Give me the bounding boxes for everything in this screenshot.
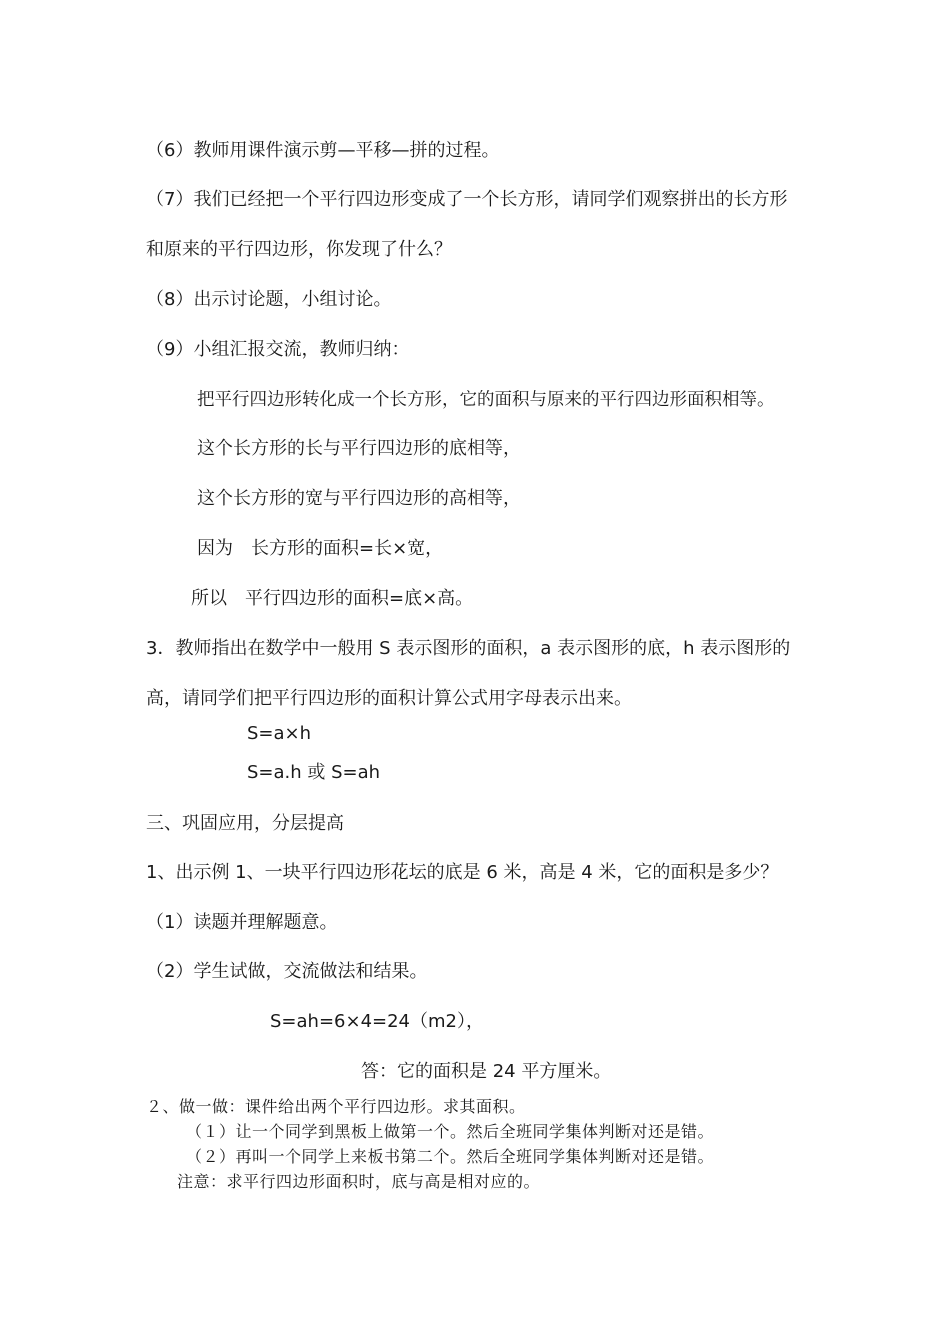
formula-s-ah: S=a.h 或 S=ah	[247, 762, 381, 783]
summary-width: 这个长方形的宽与平行四边形的高相等，	[197, 488, 521, 509]
exercise-2-step-1: （１）让一个同学到黑板上做第一个。然后全班同学集体判断对还是错。	[186, 1122, 715, 1141]
exercise-2-note: 注意：求平行四边形面积时，底与高是相对应的。	[177, 1172, 541, 1191]
step-7-text-line1: （7）我们已经把一个平行四边形变成了一个长方形，请同学们观察拼出的长方形	[146, 189, 788, 210]
therefore-formula: 所以 平行四边形的面积=底×高。	[191, 588, 474, 609]
step-9-text: （9）小组汇报交流，教师归纳：	[146, 339, 410, 360]
point-3-text-line2: 高，请同学们把平行四边形的面积计算公式用字母表示出来。	[146, 688, 632, 709]
section-3-heading: 三、巩固应用，分层提高	[146, 813, 344, 834]
example-calculation: S=ah=6×4=24（m2），	[270, 1011, 484, 1032]
example-1-text: 1、出示例 1、一块平行四边形花坛的底是 6 米，高是 4 米，它的面积是多少？	[146, 862, 779, 883]
step-8-text: （8）出示讨论题，小组讨论。	[146, 289, 392, 310]
summary-conversion: 把平行四边形转化成一个长方形，它的面积与原来的平行四边形面积相等。	[197, 390, 775, 410]
exercise-2-step-2: （２）再叫一个同学上来板书第二个。然后全班同学集体判断对还是错。	[186, 1147, 715, 1166]
step-6-text: （6）教师用课件演示剪—平移—拼的过程。	[146, 140, 500, 161]
example-step-2: （2）学生试做，交流做法和结果。	[146, 961, 428, 982]
example-step-1: （1）读题并理解题意。	[146, 912, 338, 933]
because-formula: 因为 长方形的面积=长×宽，	[197, 538, 444, 559]
formula-s-a-times-h: S=a×h	[247, 723, 312, 744]
example-answer: 答：它的面积是 24 平方厘米。	[361, 1061, 612, 1082]
point-3-text-line1: 3．教师指出在数学中一般用 S 表示图形的面积，a 表示图形的底，h 表示图形的	[146, 638, 791, 659]
summary-length: 这个长方形的长与平行四边形的底相等，	[197, 438, 521, 459]
exercise-2-text: ２、做一做：课件给出两个平行四边形。求其面积。	[146, 1097, 526, 1116]
step-7-text-line2: 和原来的平行四边形，你发现了什么？	[146, 239, 452, 260]
